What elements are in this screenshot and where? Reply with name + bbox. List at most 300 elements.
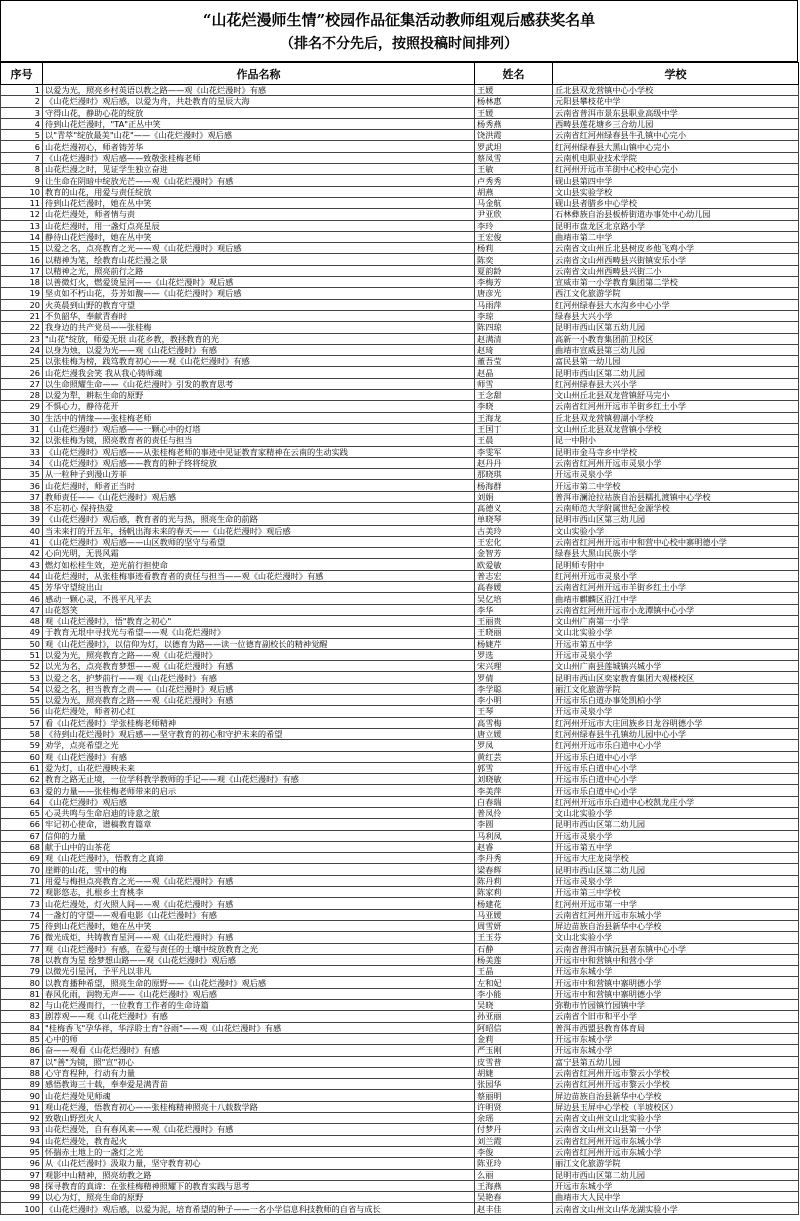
cell-index: 38 <box>1 502 43 513</box>
cell-index: 54 <box>1 683 43 694</box>
cell-author-name: 蔡丽明 <box>475 1090 553 1101</box>
table-row <box>1 717 799 728</box>
cell-author-name: 王丽贵 <box>475 615 553 626</box>
cell-index: 96 <box>1 1158 43 1169</box>
table-row <box>1 887 799 898</box>
cell-index: 14 <box>1 231 43 242</box>
cell-work-title: 感动一颗心灵，不畏平凡平去 <box>43 593 475 604</box>
cell-author-name: 李华 <box>475 604 553 615</box>
cell-work-title: 以光为名，点亮教育梦想——观《山花烂漫时》有感 <box>43 661 475 672</box>
cell-author-name: 单晓琴 <box>475 514 553 525</box>
cell-work-title: 以爱之名，护梦前行——观《山花烂漫时》有感 <box>43 672 475 683</box>
table-row <box>1 107 799 118</box>
cell-index: 42 <box>1 548 43 559</box>
cell-index: 19 <box>1 288 43 299</box>
cell-school: 红河州开远市乐白道中心小学 <box>553 740 799 751</box>
cell-school: 云南省文山州文山北实验小学 <box>553 1113 799 1124</box>
cell-work-title: 山花烂漫处，教育起火 <box>43 1135 475 1146</box>
table-row <box>1 310 799 321</box>
cell-author-name: 严玉刚 <box>475 1045 553 1056</box>
cell-author-name: 唐立媛 <box>475 728 553 739</box>
cell-work-title: 当未来打的开五年，扬帆出海未来的春天——《山花烂漫时》观后感 <box>43 525 475 536</box>
cell-author-name: 李雯军 <box>475 446 553 457</box>
cell-author-name: 李晓 <box>475 401 553 412</box>
cell-work-title: 怀揣赤土地上的一盏灯之光 <box>43 1146 475 1157</box>
cell-school: 砚山县第四中学 <box>553 175 799 186</box>
cell-index: 100 <box>1 1203 43 1214</box>
cell-author-name: 王玉芬 <box>475 932 553 943</box>
table-row <box>1 1090 799 1101</box>
table-row <box>1 1169 799 1180</box>
cell-index: 75 <box>1 920 43 931</box>
cell-school: 云南省红河州开远市羊街乡红土小学 <box>553 401 799 412</box>
cell-work-title: 观《山花烂漫时》，以信仰为灯，以德育为路——读一位德育副校长的精神觉醒 <box>43 638 475 649</box>
table-row <box>1 457 799 468</box>
cell-work-title: 牢记初心使命，谱稿教育篇章 <box>43 819 475 830</box>
cell-work-title: 观《山花烂漫时》，悟"教育之初心" <box>43 615 475 626</box>
cell-index: 46 <box>1 593 43 604</box>
table-row <box>1 412 799 423</box>
cell-work-title: "山花"绽放，师爱无垠 山花乡教，教拯教育的光 <box>43 333 475 344</box>
cell-author-name: 王媛 <box>475 107 553 118</box>
cell-school: 开远市中和营镇中寨明德小学 <box>553 988 799 999</box>
cell-author-name: 蔡凤雪 <box>475 152 553 163</box>
cell-school: 屏边苗族自治县新华中心学校 <box>553 1090 799 1101</box>
cell-author-name: 刘娟 <box>475 491 553 502</box>
cell-author-name: 王宏俊 <box>475 231 553 242</box>
cell-author-name: 王国丁 <box>475 423 553 434</box>
cell-work-title: 春风化雨，润物无声——《山花烂漫时》观后感 <box>43 988 475 999</box>
cell-work-title: 以张桂梅为镜，照亮教育者的责任与担当 <box>43 435 475 446</box>
table-row <box>1 231 799 242</box>
cell-author-name: 白春瑞 <box>475 796 553 807</box>
cell-school: 开远市乐白道中心小学 <box>553 762 799 773</box>
cell-author-name: 石静 <box>475 943 553 954</box>
cell-author-name: 高春媛 <box>475 582 553 593</box>
cell-index: 72 <box>1 887 43 898</box>
cell-work-title: 以张桂梅为榜，践笃教育初心——观《山花烂漫时》有感 <box>43 356 475 367</box>
cell-school: 文山北实验小学 <box>553 932 799 943</box>
table-row <box>1 785 799 796</box>
cell-school: 红河州开远市第一中学 <box>553 898 799 909</box>
cell-index: 93 <box>1 1124 43 1135</box>
cell-school: 丘北县双龙营镇中心小学校 <box>553 85 799 96</box>
table-row <box>1 875 799 886</box>
cell-author-name: 杨建花 <box>475 898 553 909</box>
cell-author-name: 陈家莉 <box>475 887 553 898</box>
cell-school: 昆明市西山区第二幼儿园 <box>553 367 799 378</box>
table-row <box>1 920 799 931</box>
cell-index: 78 <box>1 954 43 965</box>
cell-school: 文山州广南县莲城镇兴城小学 <box>553 661 799 672</box>
cell-index: 25 <box>1 356 43 367</box>
cell-work-title: 待到山花烂漫时，她在丛中笑 <box>43 197 475 208</box>
cell-index: 33 <box>1 446 43 457</box>
cell-author-name: 郭雪 <box>475 762 553 773</box>
cell-author-name: 刘兰霞 <box>475 1135 553 1146</box>
cell-school: 丽江文化旅游学院 <box>553 683 799 694</box>
cell-work-title: 与山花烂漫而行，一位教育工作者的生命诗篇 <box>43 1000 475 1011</box>
cell-work-title: 以爱之名，担当教育之责——《山花烂漫时》观后感 <box>43 683 475 694</box>
cell-work-title: 观影悠志，扎根乡土育桃李 <box>43 887 475 898</box>
cell-index: 89 <box>1 1079 43 1090</box>
cell-author-name: 卢秀秀 <box>475 175 553 186</box>
cell-author-name: 阿昭信 <box>475 1022 553 1033</box>
cell-work-title: 以精神为笔，绘教育山花烂漫之景 <box>43 254 475 265</box>
cell-author-name: 王晨 <box>475 435 553 446</box>
cell-index: 12 <box>1 209 43 220</box>
cell-school: 开远市灵泉小学 <box>553 706 799 717</box>
table-row <box>1 808 799 819</box>
table-row <box>1 627 799 638</box>
cell-author-name: 杨美莲 <box>475 954 553 965</box>
cell-school: 屏边苗族自治县新华中心学校 <box>553 920 799 931</box>
cell-work-title: 山花烂漫处见师魂 <box>43 1090 475 1101</box>
cell-school: 绿春县大黑山民族小学 <box>553 548 799 559</box>
table-row <box>1 85 799 96</box>
cell-index: 31 <box>1 423 43 434</box>
cell-work-title: 以教育为星 绘梦想山路——观《山花烂漫时》观后感 <box>43 954 475 965</box>
table-row <box>1 1000 799 1011</box>
cell-author-name: 欧爱敏 <box>475 559 553 570</box>
table-row <box>1 1203 799 1214</box>
table-row <box>1 661 799 672</box>
cell-school: 曲靖市麒麟区沿江中学 <box>553 593 799 604</box>
cell-author-name: 王海燕 <box>475 1180 553 1191</box>
cell-work-title: 于教育无垠中寻找光与希望——观《山花烂漫时》 <box>43 627 475 638</box>
cell-school: 红河州开远市灵泉小学 <box>553 570 799 581</box>
cell-index: 8 <box>1 164 43 175</box>
table-row <box>1 570 799 581</box>
cell-index: 68 <box>1 841 43 852</box>
cell-author-name: 马利凤 <box>475 830 553 841</box>
cell-author-name: 古美玲 <box>475 525 553 536</box>
table-row <box>1 322 799 333</box>
cell-work-title: 山花怒笑 <box>43 604 475 615</box>
cell-author-name: 杨莉 <box>475 243 553 254</box>
cell-author-name: 孙亚丽 <box>475 1011 553 1022</box>
cell-school: 开远市第三中学校 <box>553 887 799 898</box>
cell-school: 开远市灵泉小学 <box>553 875 799 886</box>
cell-school: 昆明市西山区第二幼儿园 <box>553 864 799 875</box>
cell-author-name: 罗武坦 <box>475 141 553 152</box>
cell-index: 32 <box>1 435 43 446</box>
cell-work-title: 不负韶华，奉献青春时 <box>43 310 475 321</box>
cell-index: 76 <box>1 932 43 943</box>
cell-school: 元阳县攀枝花中学 <box>553 96 799 107</box>
cell-school: 文山北实验小学 <box>553 808 799 819</box>
cell-work-title: 守得山花，静助心花的绽放 <box>43 107 475 118</box>
cell-work-title: 观《山花烂漫时》有感，在爱与责任的土壤中绽放教育之光 <box>43 943 475 954</box>
cell-author-name: 赵满清 <box>475 333 553 344</box>
cell-school: 高新一小教育集团前卫校区 <box>553 333 799 344</box>
cell-school: 西畴县莲花塘乡三合幼儿园 <box>553 118 799 129</box>
cell-work-title: 看《山花烂漫时》学张桂梅老师精神 <box>43 717 475 728</box>
cell-index: 97 <box>1 1169 43 1180</box>
cell-author-name: 皮雪普 <box>475 1056 553 1067</box>
cell-author-name: 王媛 <box>475 85 553 96</box>
cell-work-title: 观山花烂漫，悟教育初心——张桂梅精神照亮十八载数学路 <box>43 1101 475 1112</box>
cell-work-title: 以生命照耀生命——《山花烂漫时》引发的教育思考 <box>43 378 475 389</box>
cell-school: 文山北实验小学 <box>553 627 799 638</box>
cell-work-title: 爱为灯，山花烂漫映未来 <box>43 762 475 773</box>
cell-school: 云南师范大学附属世纪金源学校 <box>553 502 799 513</box>
cell-index: 10 <box>1 186 43 197</box>
cell-work-title: 观影中山精神，照亮幼教之路 <box>43 1169 475 1180</box>
cell-index: 11 <box>1 197 43 208</box>
table-row <box>1 898 799 909</box>
cell-work-title: 爱的力量——张桂梅老师带来的启示 <box>43 785 475 796</box>
cell-index: 29 <box>1 401 43 412</box>
table-row <box>1 740 799 751</box>
table-row <box>1 141 799 152</box>
table-row <box>1 1045 799 1056</box>
table-row <box>1 130 799 141</box>
table-row <box>1 333 799 344</box>
cell-author-name: 李小明 <box>475 695 553 706</box>
cell-author-name: 左和妃 <box>475 977 553 988</box>
cell-index: 40 <box>1 525 43 536</box>
table-row <box>1 299 799 310</box>
cell-index: 58 <box>1 728 43 739</box>
cell-school: 丽江文化旅游学院 <box>553 1158 799 1169</box>
cell-index: 86 <box>1 1045 43 1056</box>
table-row <box>1 762 799 773</box>
table-row <box>1 909 799 920</box>
table-row <box>1 615 799 626</box>
cell-work-title: 教育的山花，用爱与责任绽放 <box>43 186 475 197</box>
table-row <box>1 672 799 683</box>
cell-author-name: 普凤伶 <box>475 808 553 819</box>
cell-index: 37 <box>1 491 43 502</box>
cell-index: 79 <box>1 966 43 977</box>
cell-index: 3 <box>1 107 43 118</box>
cell-school: 石林彝族自治县板桥街道办事处中心幼儿园 <box>553 209 799 220</box>
table-row <box>1 435 799 446</box>
column-header-work-title: 作品名称 <box>43 63 475 85</box>
cell-work-title: 以善微灯火，燃爱烫星河——《山花烂漫时》观后感 <box>43 277 475 288</box>
cell-school: 红河州绿春县大黑山镇中心完小 <box>553 141 799 152</box>
cell-author-name: 普志宏 <box>475 570 553 581</box>
cell-index: 5 <box>1 130 43 141</box>
column-header-school: 学校 <box>553 63 799 85</box>
cell-school: 昆明市西山区第三幼儿园 <box>553 514 799 525</box>
cell-author-name: 饶洪霞 <box>475 130 553 141</box>
cell-school: 曲靖市大人民中学 <box>553 1192 799 1203</box>
table-row <box>1 175 799 186</box>
cell-work-title: 让生命在阴暗中绽放光芒——观《山花烂漫时》有感 <box>43 175 475 186</box>
table-body <box>1 85 799 1215</box>
table-row <box>1 469 799 480</box>
cell-work-title: 剧荐观——观《山花烂漫时》有感 <box>43 1011 475 1022</box>
cell-work-title: "桂梅香飞"孕华祥，华浮聆士育"谷雨"——观《山花烂漫时》有感 <box>43 1022 475 1033</box>
cell-author-name: 王敏 <box>475 164 553 175</box>
cell-school: 屏边县玉屏中心学校（半坡校区） <box>553 1101 799 1112</box>
cell-school: 文山县实验学校 <box>553 186 799 197</box>
cell-work-title: 山花烂漫时，师者正当时 <box>43 480 475 491</box>
cell-school: 开远市第五中学 <box>553 841 799 852</box>
cell-author-name: 那晓琪 <box>475 469 553 480</box>
cell-work-title: 以身为烛，以爱为光——观《山花烂漫时》有感 <box>43 344 475 355</box>
cell-school: 开远市东城小学 <box>553 966 799 977</box>
cell-work-title: 以爱为光，照亮乡村英语以教之路——观《山花烂漫时》有感 <box>43 85 475 96</box>
cell-index: 77 <box>1 943 43 954</box>
cell-index: 16 <box>1 254 43 265</box>
cell-index: 9 <box>1 175 43 186</box>
cell-author-name: 金智芳 <box>475 548 553 559</box>
cell-author-name: 陈亚玲 <box>475 1158 553 1169</box>
cell-school: 西江文化旅游学院 <box>553 288 799 299</box>
cell-work-title: 从《山花烂漫时》汲取力量，坚守教育初心 <box>43 1158 475 1169</box>
cell-index: 56 <box>1 706 43 717</box>
cell-work-title: 劝学，点亮希望之光 <box>43 740 475 751</box>
cell-school: 开远市第五中学 <box>553 638 799 649</box>
cell-work-title: 献于山中的山茶花 <box>43 841 475 852</box>
cell-school: 开远市第二中学校 <box>553 480 799 491</box>
cell-school: 开远市中和营镇中寨明德小学 <box>553 977 799 988</box>
award-table <box>0 62 799 1215</box>
cell-author-name: 王念甜 <box>475 390 553 401</box>
cell-work-title: 从一粒种子到漫山芳菲 <box>43 469 475 480</box>
document-title: “山花烂漫师生情”校园作品征集活动教师组观后感获奖名单 <box>202 11 596 29</box>
table-row <box>1 638 799 649</box>
table-row <box>1 390 799 401</box>
table-row <box>1 548 799 559</box>
cell-school: 云南省红河州开远市灵泉小学 <box>553 457 799 468</box>
cell-author-name: 唐彦光 <box>475 288 553 299</box>
cell-index: 84 <box>1 1022 43 1033</box>
cell-author-name: 李俊 <box>475 1146 553 1157</box>
cell-school: 昆明师专附中 <box>553 559 799 570</box>
cell-work-title: 《山花烂漫时》观后感——山区教师的坚守与希望 <box>43 536 475 547</box>
cell-index: 65 <box>1 808 43 819</box>
cell-work-title: 《待到山花烂漫时》观后感——坚守教育的初心和守护未来的希望 <box>43 728 475 739</box>
cell-school: 云南省文山州西畴县兴街二小 <box>553 265 799 276</box>
cell-author-name: 杨海群 <box>475 480 553 491</box>
table-row <box>1 1011 799 1022</box>
cell-school: 昆明市西山区第二幼儿园 <box>553 819 799 830</box>
table-row <box>1 491 799 502</box>
cell-work-title: 致敬山野烈火人 <box>43 1113 475 1124</box>
table-row <box>1 502 799 513</box>
cell-author-name: 宋兴理 <box>475 661 553 672</box>
cell-author-name: 刘晓敏 <box>475 774 553 785</box>
cell-work-title: 以精神之光，照亮前行之路 <box>43 265 475 276</box>
cell-index: 80 <box>1 977 43 988</box>
cell-work-title: 《山花烂漫时》观后感——从张桂梅老师的事迹中见证教育家精神在云南的生动实践 <box>43 446 475 457</box>
table-row <box>1 164 799 175</box>
cell-index: 30 <box>1 412 43 423</box>
cell-work-title: 信仰的力量 <box>43 830 475 841</box>
cell-author-name: 夏韵龄 <box>475 265 553 276</box>
table-row <box>1 977 799 988</box>
table-row <box>1 943 799 954</box>
cell-author-name: 付梦丹 <box>475 1124 553 1135</box>
cell-work-title: 感悟教诲三十载，奉奉爱是满青苗 <box>43 1079 475 1090</box>
cell-school: 开远市东城小学 <box>553 1045 799 1056</box>
cell-author-name: 罗凤 <box>475 740 553 751</box>
cell-work-title: 以"青萃"绽放最美"山花"——《山花烂漫时》观后感 <box>43 130 475 141</box>
cell-author-name: 尹亚欣 <box>475 209 553 220</box>
cell-author-name: 赵丰佳 <box>475 1203 553 1214</box>
cell-author-name: 董吾莹 <box>475 356 553 367</box>
cell-author-name: 张园华 <box>475 1079 553 1090</box>
cell-index: 27 <box>1 378 43 389</box>
cell-index: 26 <box>1 367 43 378</box>
table-row <box>1 695 799 706</box>
cell-author-name: 高德义 <box>475 502 553 513</box>
cell-author-name: 吴晓 <box>475 1000 553 1011</box>
cell-school: 昆明市西山区第二幼儿园 <box>553 1169 799 1180</box>
cell-school: 云南省红河州开远市中和营中心校中寨明德小学 <box>553 536 799 547</box>
cell-index: 73 <box>1 898 43 909</box>
cell-author-name: 王晶 <box>475 966 553 977</box>
cell-school: 普洱市澜沧拉祜族自治县糯扎渡镇中心学校 <box>553 491 799 502</box>
table-row <box>1 1113 799 1124</box>
cell-index: 23 <box>1 333 43 344</box>
cell-index: 28 <box>1 390 43 401</box>
cell-work-title: 山花烂漫初心，师者铸芳华 <box>43 141 475 152</box>
cell-school: 云南省文山州西畴县兴街镇安乐小学 <box>553 254 799 265</box>
cell-school: 红河州开远市大庄回族乡日龙谷明德小学 <box>553 717 799 728</box>
cell-index: 51 <box>1 649 43 660</box>
cell-school: 宣威市第一小学教育集团第二学校 <box>553 277 799 288</box>
cell-work-title: 《山花烂漫时》观后感——致敬张桂梅老师 <box>43 152 475 163</box>
cell-work-title: 山花烂漫处，灯火照人间——观《山花烂漫时》有感 <box>43 898 475 909</box>
cell-author-name: 赵晶 <box>475 367 553 378</box>
cell-school: 弥勒市竹园镇竹园镇中学 <box>553 1000 799 1011</box>
cell-index: 24 <box>1 344 43 355</box>
cell-school: 开远市灵泉小学 <box>553 649 799 660</box>
cell-index: 81 <box>1 988 43 999</box>
cell-work-title: 以爱为光，照亮教育之路——观《山花烂漫时》有感 <box>43 695 475 706</box>
cell-school: 云南省红河州开远市小龙潭镇中心小学 <box>553 604 799 615</box>
cell-school: 文山州丘北县双龙营镇舒马完小 <box>553 390 799 401</box>
cell-work-title: 崖畔的山花，雪中的梅 <box>43 864 475 875</box>
cell-author-name: 李琼 <box>475 310 553 321</box>
cell-school: 云南机电职业技术学院 <box>553 152 799 163</box>
cell-school: 红河州绿春县大水沟乡中心小学 <box>553 299 799 310</box>
cell-school: 云南省红河州开远市黎云小学校 <box>553 1079 799 1090</box>
table-row <box>1 220 799 231</box>
table-row <box>1 706 799 717</box>
cell-work-title: 观《山花烂漫时》有感 <box>43 751 475 762</box>
cell-author-name: 师雪 <box>475 378 553 389</box>
cell-index: 45 <box>1 582 43 593</box>
cell-author-name: 胡燕 <box>475 186 553 197</box>
cell-index: 13 <box>1 220 43 231</box>
cell-work-title: 以爱为犁，耕耘生命的原野 <box>43 390 475 401</box>
table-row <box>1 1033 799 1044</box>
cell-school: 文山州广南第一小学 <box>553 615 799 626</box>
cell-index: 20 <box>1 299 43 310</box>
cell-work-title: 一盏灯的守望——观看电影《山花烂漫时》有感 <box>43 909 475 920</box>
table-row <box>1 1180 799 1191</box>
cell-work-title: 《山花烂漫时》观后感——一颗心中的灯塔 <box>43 423 475 434</box>
cell-work-title: 心灵共鸣与生命启迪的诗意之旅 <box>43 808 475 819</box>
cell-index: 48 <box>1 615 43 626</box>
table-row <box>1 1022 799 1033</box>
cell-school: 昆明市金马寺乡中学校 <box>553 446 799 457</box>
cell-work-title: 《山花烂漫时》观后感，以爱为舟，共赴教育的星辰大海 <box>43 96 475 107</box>
cell-author-name: 王琴 <box>475 706 553 717</box>
table-row <box>1 559 799 570</box>
table-row <box>1 830 799 841</box>
cell-author-name: 吴艳春 <box>475 1192 553 1203</box>
cell-school: 红河州绿春县牛孔镇幼儿园中心小学 <box>553 728 799 739</box>
cell-school: 曲靖市宣威县第三幼儿园 <box>553 344 799 355</box>
cell-work-title: 火英晨到山野的教育守望 <box>43 299 475 310</box>
